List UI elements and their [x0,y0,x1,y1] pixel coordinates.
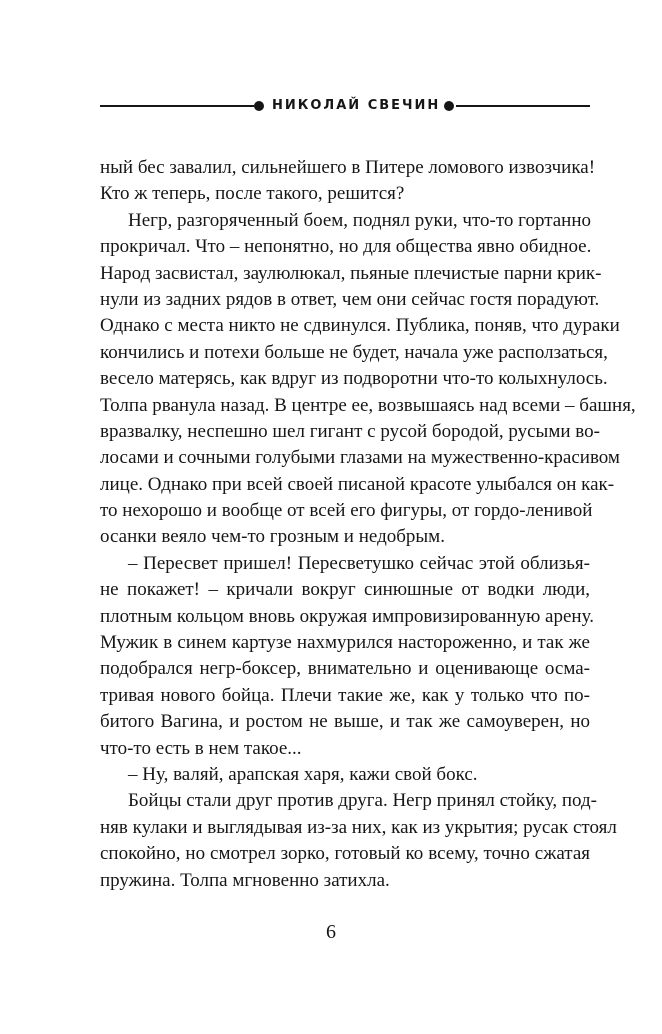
text-line: Народ засвистал, заулюлюкал, пьяные плечистые парни крик- [100,262,602,284]
text-line: Мужик в синем картузе нахмурился настороженно, и так же [100,632,590,654]
text-line: Толпа рванула назад. В центре ее, возвышаясь над всеми – башня, [100,394,636,416]
text-line: весело матерясь, как вдруг из подворотни что-то колыхнулось. [100,368,608,390]
text-line: – Пересвет пришел! Пересветушко сейчас этой облизья- [128,552,590,574]
text-line: кончились и потехи больше не будет, начала уже расползаться, [100,341,608,363]
running-header-author: НИКОЛАЙ СВЕЧИН [272,98,441,113]
text-line: – Ну, валяй, арапская харя, кажи свой бокс. [128,763,478,785]
page-number: 6 [326,921,336,943]
body-text [100,155,636,894]
text-line: плотным кольцом вновь окружая импровизированную арену. [100,605,594,627]
running-header [100,92,590,120]
header-bullet-right [444,101,454,111]
text-line: спокойно, но смотрел зорко, готовый ко всему, точно сжатая [100,843,590,865]
text-line: подобрался негр-боксер, внимательно и оценивающе осма- [100,658,590,680]
header-rule-right [456,105,590,107]
text-line: то нехорошо и вообще от всей его фигуры, от гордо-ленивой [100,500,593,522]
header-rule-left [100,105,254,107]
text-line: Однако с места никто не сдвинулся. Публика, поняв, что дураки [100,315,620,337]
text-line: не покажет! – кричали вокруг синюшные от водки люди, [100,579,590,601]
text-line: няв кулаки и выглядывая из-за них, как из укрытия; русак стоял [100,816,617,838]
text-line: Бойцы стали друг против друга. Негр принял стойку, под- [128,790,597,812]
text-line: прокричал. Что – непонятно, но для общества явно обидное. [100,236,592,258]
text-line: битого Вагина, и ростом не выше, и так же самоуверен, но [100,711,590,733]
text-line: Негр, разгоряченный боем, поднял руки, что-то гортанно [128,209,591,231]
text-line: тривая нового бойца. Плечи такие же, как у только что по- [100,684,590,706]
text-line: лице. Однако при всей своей писаной красоте улыбался он как- [100,473,615,495]
text-line: Кто ж теперь, после такого, решится? [100,183,405,205]
text-line: осанки веяло чем-то грозным и недобрым. [100,526,445,548]
text-line: что-то есть в нем такое... [100,737,302,759]
text-line: лосами и сочными голубыми глазами на мужественно-красивом [100,447,620,469]
header-bullet-left [254,101,264,111]
text-line: вразвалку, неспешно шел гигант с русой бородой, русыми во- [100,420,600,442]
text-line: ный бес завалил, сильнейшего в Питере ломового извозчика! [100,157,596,178]
text-line: нули из задних рядов в ответ, чем они сейчас гостя порадуют. [100,288,600,310]
text-line: пружина. Толпа мгновенно затихла. [100,869,390,891]
